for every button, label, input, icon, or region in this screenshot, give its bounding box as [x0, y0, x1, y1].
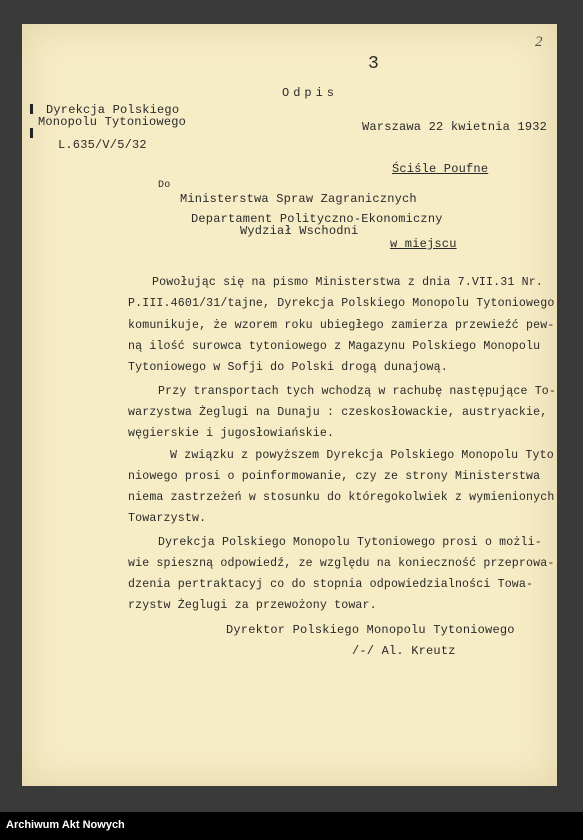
- body-line: Powołując się na pismo Ministerstwa z dnia 7.VII.31 Nr.: [152, 276, 543, 289]
- confidential-stamp: Ściśle Poufne: [392, 162, 489, 176]
- body-line: ną ilość surowca tytoniowego z Magazynu Polskiego Monopolu: [128, 340, 541, 353]
- page-number: 3: [368, 54, 379, 74]
- body-line: niema zastrzeżeń w stosunku do któregokolwiek z wymienionych: [128, 491, 555, 504]
- signature-name: /-/ Al. Kreutz: [352, 644, 456, 658]
- body-line: Tytoniowego w Sofji do Polski drogą dunajową.: [128, 361, 448, 374]
- recipient-prefix: Do: [158, 180, 171, 191]
- recipient-line-2: Departament Polityczno-Ekonomiczny: [191, 212, 443, 226]
- body-line: W związku z powyższem Dyrekcja Polskiego Monopolu Tyto: [170, 449, 554, 462]
- body-line: Towarzystw.: [128, 512, 207, 525]
- staple-mark: [30, 104, 33, 114]
- body-line: komunikuje, że wzorem roku ubiegłego zamierza przewieźć pew-: [128, 319, 555, 332]
- body-line: warzystwa Żeglugi na Dunaju : czeskosłowackie, austryackie,: [128, 406, 548, 419]
- body-line: wie spieszną odpowiedź, ze względu na konieczność przeprowa-: [128, 557, 555, 570]
- archive-name: Archiwum Akt Nowych: [6, 819, 125, 831]
- body-line: węgierskie i jugosłowiańskie.: [128, 427, 335, 440]
- archive-footer-bar: [0, 812, 583, 840]
- body-line: Przy transportach tych wchodzą w rachubę następujące To-: [158, 385, 557, 398]
- recipient-line-3: Wydział Wschodni: [240, 224, 359, 238]
- body-line: rzystw Żeglugi za przewożony towar.: [128, 599, 377, 612]
- staple-mark: [30, 128, 33, 138]
- recipient-line-4: w miejscu: [390, 237, 457, 251]
- signature-title: Dyrektor Polskiego Monopolu Tytoniowego: [226, 623, 515, 637]
- body-line: Dyrekcja Polskiego Monopolu Tytoniowego prosi o możli-: [158, 536, 542, 549]
- sender-line-1: Dyrekcja Polskiego: [46, 103, 180, 117]
- body-line: P.III.4601/31/tajne, Dyrekcja Polskiego Monopolu Tytoniowego: [128, 297, 555, 310]
- sender-line-2: Monopolu Tytoniowego: [38, 115, 187, 129]
- body-line: dzenia pertraktacyj co do stopnia odpowiedzialności Towa-: [128, 578, 534, 591]
- reference-number: L.635/V/5/32: [58, 138, 147, 152]
- body-line: niowego prosi o poinformowanie, czy ze strony Ministerstwa: [128, 470, 541, 483]
- recipient-line-1: Ministerstwa Spraw Zagranicznych: [180, 192, 417, 206]
- place-and-date: Warszawa 22 kwietnia 1932: [362, 120, 548, 134]
- document-heading: Odpis: [282, 86, 339, 100]
- archive-page-mark: 2: [535, 34, 543, 50]
